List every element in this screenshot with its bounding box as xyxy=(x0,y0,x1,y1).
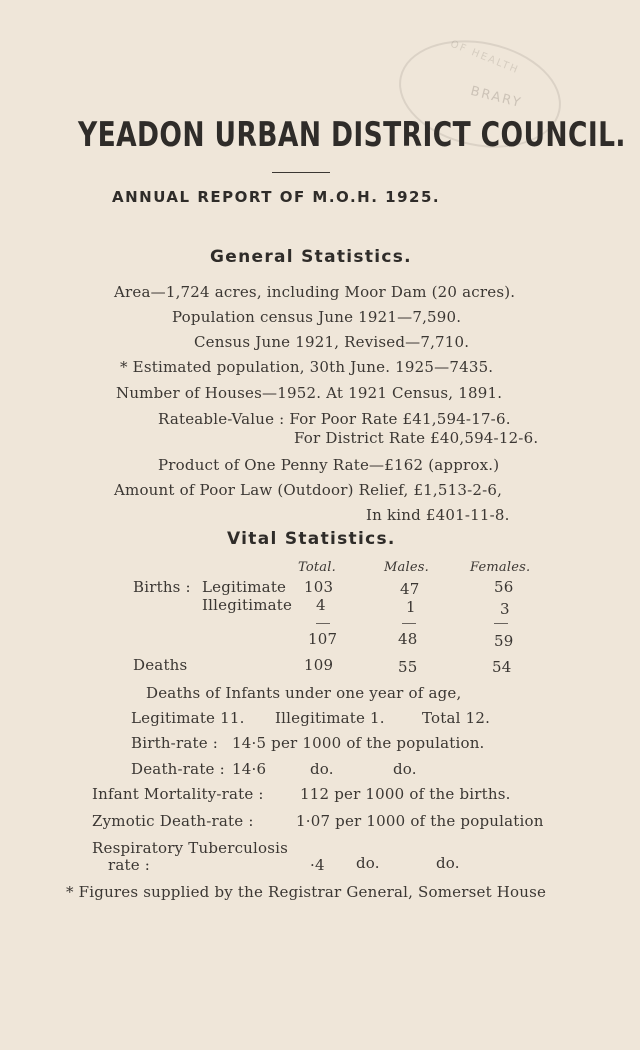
death-rate-label: Death-rate : xyxy=(131,760,225,778)
general-line-in-kind: In kind £401-11-8. xyxy=(366,506,510,524)
report-subtitle: ANNUAL REPORT OF M.O.H. 1925. xyxy=(112,188,441,206)
general-line-area: Area—1,724 acres, including Moor Dam (20 acres). xyxy=(114,283,516,301)
row-legitimate-label: Legitimate xyxy=(202,578,287,596)
row-legitimate-males: 47 xyxy=(400,580,420,598)
general-line-penny-rate: Product of One Penny Rate—£162 (approx.) xyxy=(158,456,500,474)
zymotic-label: Zymotic Death-rate : xyxy=(92,812,254,830)
col-header-total: Total. xyxy=(298,560,336,575)
deaths-label: Deaths xyxy=(133,656,188,674)
death-rate-do-1: do. xyxy=(310,760,334,778)
sum-rule-females xyxy=(494,623,508,624)
row-illegitimate-label: Illegitimate xyxy=(202,596,293,614)
row-illegitimate-males: 1 xyxy=(406,598,416,616)
general-line-poor-law: Amount of Poor Law (Outdoor) Relief, £1,513-2-6, xyxy=(114,481,503,499)
respiratory-do-2: do. xyxy=(436,854,460,872)
general-line-district-rate: For District Rate £40,594-12-6. xyxy=(294,429,539,447)
respiratory-label-line1: Respiratory Tuberculosis xyxy=(92,839,289,857)
death-rate-value: 14·6 xyxy=(232,760,267,778)
infant-mortality-label: Infant Mortality-rate : xyxy=(92,785,264,803)
deaths-females: 54 xyxy=(492,658,512,676)
births-total-males: 48 xyxy=(398,630,418,648)
infant-mortality-value: 112 per 1000 of the births. xyxy=(300,785,511,803)
infant-deaths-legitimate: Legitimate 11. xyxy=(131,709,245,727)
deaths-males: 55 xyxy=(398,658,418,676)
death-rate-do-2: do. xyxy=(393,760,417,778)
col-header-females: Females. xyxy=(470,560,531,575)
vital-statistics-heading: Vital Statistics. xyxy=(227,529,396,549)
footnote: * Figures supplied by the Registrar General, Somerset House xyxy=(66,883,547,901)
general-line-estimated: * Estimated population, 30th June. 1925—7435. xyxy=(120,358,494,376)
general-line-census-revised: Census June 1921, Revised—7,710. xyxy=(194,333,470,351)
library-stamp-text-inner: BRARY xyxy=(468,83,524,112)
sum-rule-males xyxy=(402,623,416,624)
births-label: Births : xyxy=(133,578,191,596)
library-stamp-text-outer: OF HEALTH xyxy=(448,38,521,77)
row-legitimate-total: 103 xyxy=(304,578,334,596)
respiratory-label-line2: rate : xyxy=(108,856,151,874)
general-statistics-heading: General Statistics. xyxy=(210,247,412,267)
report-title: YEADON URBAN DISTRICT COUNCIL. xyxy=(78,115,626,155)
title-rule xyxy=(272,172,330,173)
general-line-population: Population census June 1921—7,590. xyxy=(172,308,462,326)
row-illegitimate-females: 3 xyxy=(500,600,510,618)
respiratory-do-1: do. xyxy=(356,854,380,872)
col-header-males: Males. xyxy=(384,560,429,575)
birth-rate-value: 14·5 per 1000 of the population. xyxy=(232,734,485,752)
general-line-poor-rate: Rateable-Value : For Poor Rate £41,594-17-6. xyxy=(158,410,511,428)
row-illegitimate-total: 4 xyxy=(316,596,326,614)
row-legitimate-females: 56 xyxy=(494,578,514,596)
general-line-houses: Number of Houses—1952. At 1921 Census, 1891. xyxy=(116,384,503,402)
sum-rule-total xyxy=(316,623,330,624)
infant-deaths-total: Total 12. xyxy=(422,709,491,727)
deaths-total: 109 xyxy=(304,656,334,674)
infant-deaths-heading: Deaths of Infants under one year of age, xyxy=(146,684,462,702)
births-total-females: 59 xyxy=(494,632,514,650)
zymotic-value: 1·07 per 1000 of the population xyxy=(296,812,544,830)
respiratory-value: ·4 xyxy=(310,856,325,874)
infant-deaths-illegitimate: Illegitimate 1. xyxy=(275,709,385,727)
birth-rate-label: Birth-rate : xyxy=(131,734,218,752)
births-total-total: 107 xyxy=(308,630,338,648)
